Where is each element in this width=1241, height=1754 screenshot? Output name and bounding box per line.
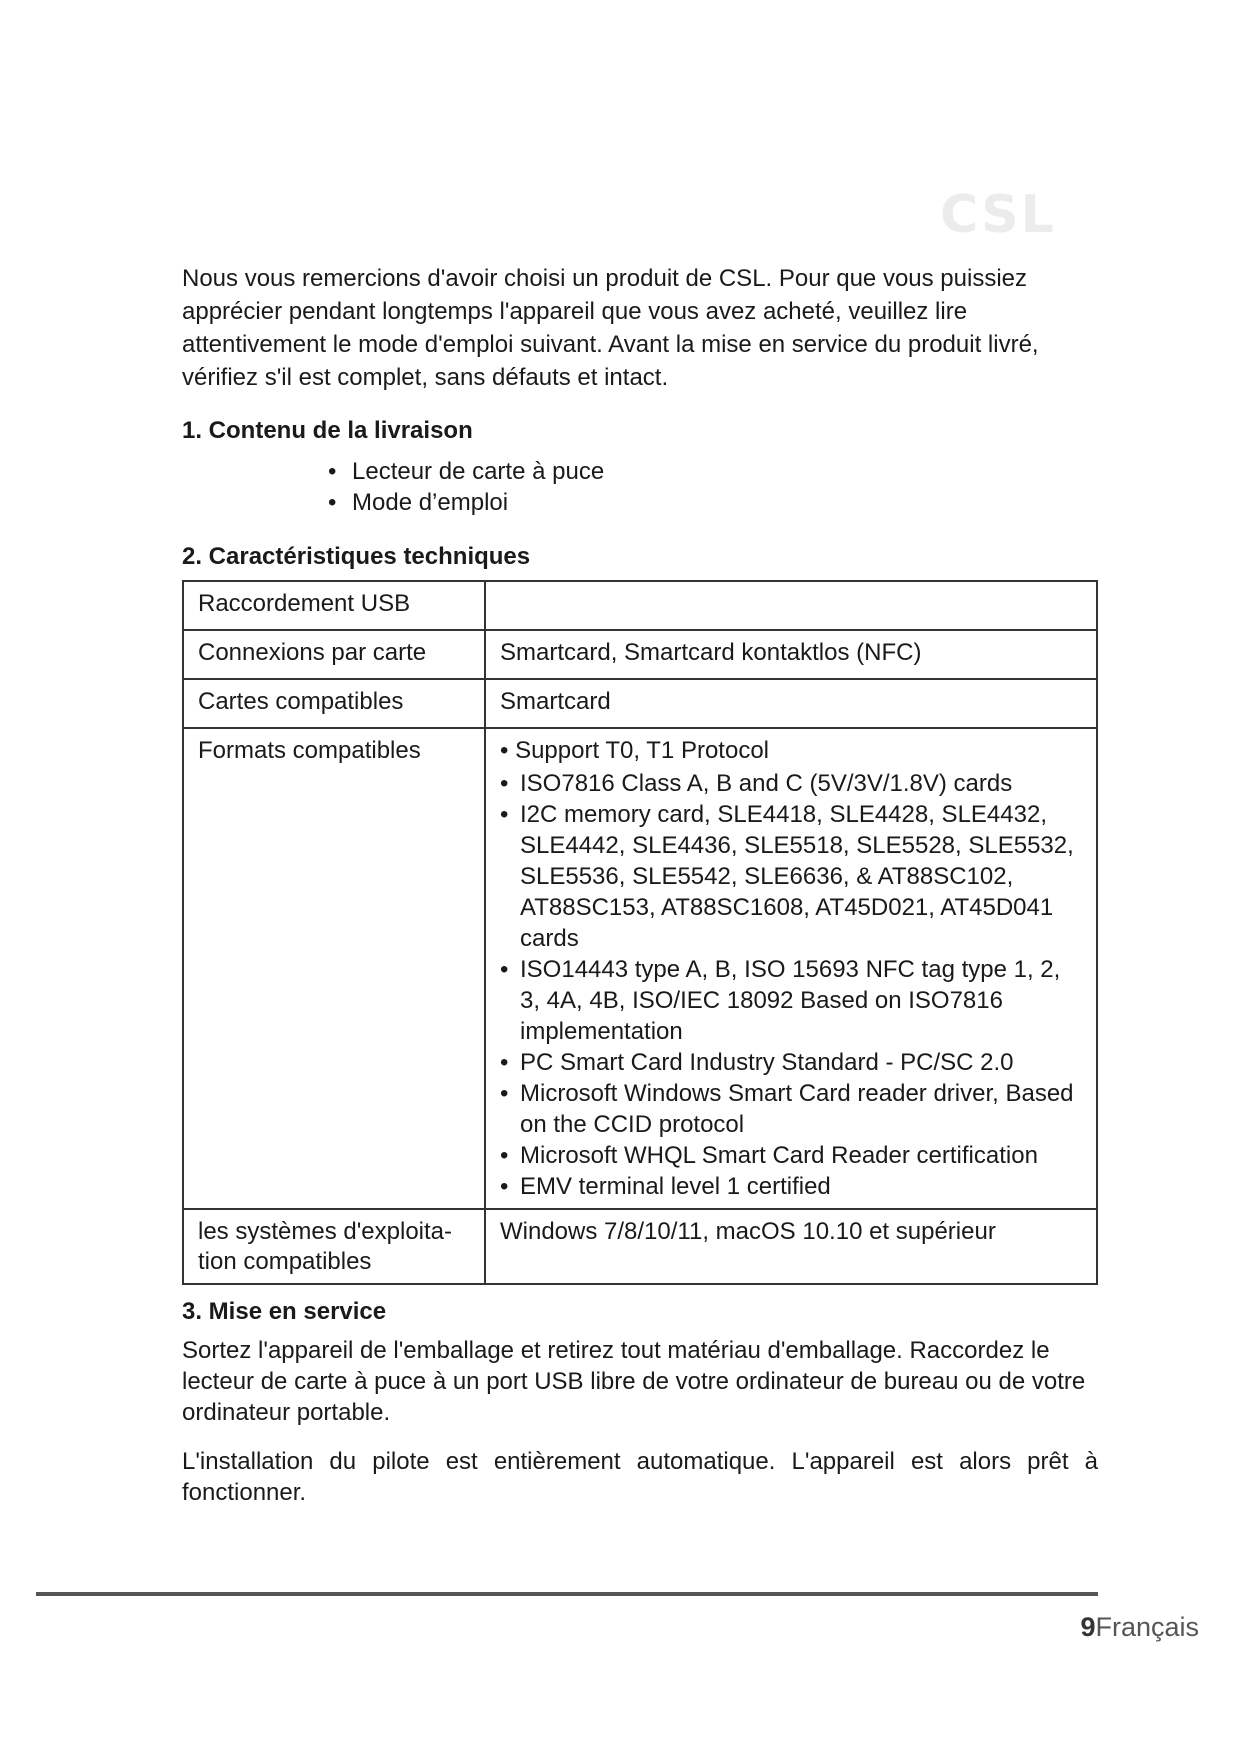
footer-language: Français xyxy=(1095,1612,1199,1642)
list-item: • I2C memory card, SLE4418, SLE4428, SLE4432, SLE4442, SLE4436, SLE5518, SLE5528, SLE5532, SLE5536, SLE5542, SLE6636, & AT88SC102, AT88SC153, AT88SC1608, AT45D021, AT45D041 cards xyxy=(500,799,1084,954)
list-item: • EMV terminal level 1 certified xyxy=(500,1171,1084,1202)
page-content xyxy=(182,262,1098,1508)
list-item: • Lecteur de carte à puce xyxy=(328,456,1098,487)
spec-label-connexions: Connexions par carte xyxy=(183,630,485,679)
setup-paragraph-2: L'installation du pilote est entièrement automatique. L'appareil est alors prêt à fonctionner. xyxy=(182,1448,1098,1506)
table-row xyxy=(183,679,1097,728)
table-row xyxy=(183,581,1097,630)
spec-label-formats: Formats compatibles xyxy=(183,728,485,1209)
spec-value-cartes: Smartcard xyxy=(485,679,1097,728)
spec-label-os: les systèmes d'exploita-tion compatibles xyxy=(183,1209,485,1284)
spec-value-connexions: Smartcard, Smartcard kontaktlos (NFC) xyxy=(485,630,1097,679)
formats-first-line: • Support T0, T1 Protocol xyxy=(500,737,769,764)
page-number: 9 xyxy=(1080,1612,1096,1642)
table-row xyxy=(183,630,1097,679)
spec-label-usb: Raccordement USB xyxy=(183,581,485,630)
list-item: • PC Smart Card Industry Standard - PC/SC 2.0 xyxy=(500,1047,1084,1078)
intro-paragraph: Nous vous remercions d'avoir choisi un produit de CSL. Pour que vous puissiez apprécier pendant longtemps l'appareil que vous avez acheté, veuillez lire attentivement le mode d'emploi suivant. Avant la mise en service du produit livré, vérifiez s'il est complet, sans défauts et intact. xyxy=(182,265,1039,391)
section-2-heading: 2. Caractéristiques techniques xyxy=(182,543,531,570)
csl-logo-watermark: CSL xyxy=(940,185,1056,245)
section-1-heading: 1. Contenu de la livraison xyxy=(182,417,473,444)
list-item: • Microsoft Windows Smart Card reader driver, Based on the CCID protocol xyxy=(500,1078,1084,1140)
delivery-contents-list xyxy=(328,456,1098,518)
list-item: • Microsoft WHQL Smart Card Reader certification xyxy=(500,1140,1084,1171)
spec-value-formats xyxy=(485,728,1097,1209)
list-item: • ISO14443 type A, B, ISO 15693 NFC tag type 1, 2, 3, 4A, 4B, ISO/IEC 18092 Based on ISO7816 implementation xyxy=(500,954,1084,1047)
spec-label-cartes: Cartes compatibles xyxy=(183,679,485,728)
list-item: • ISO7816 Class A, B and C (5V/3V/1.8V) cards xyxy=(500,768,1084,799)
list-item: • Mode d’emploi xyxy=(328,487,1098,518)
spec-value-os: Windows 7/8/10/11, macOS 10.10 et supérieur xyxy=(485,1209,1097,1284)
spec-value-usb xyxy=(485,581,1097,630)
footer-divider xyxy=(36,1592,1098,1596)
page-footer xyxy=(1080,1612,1199,1643)
formats-list xyxy=(500,768,1084,1202)
table-row xyxy=(183,1209,1097,1284)
specs-table xyxy=(182,580,1098,1285)
table-row xyxy=(183,728,1097,1209)
section-3-heading: 3. Mise en service xyxy=(182,1298,387,1325)
setup-paragraph-1: Sortez l'appareil de l'emballage et retirez tout matériau d'emballage. Raccordez le lecteur de carte à puce à un port USB libre de votre ordinateur de bureau ou de votre ordinateur portable. xyxy=(182,1337,1086,1426)
